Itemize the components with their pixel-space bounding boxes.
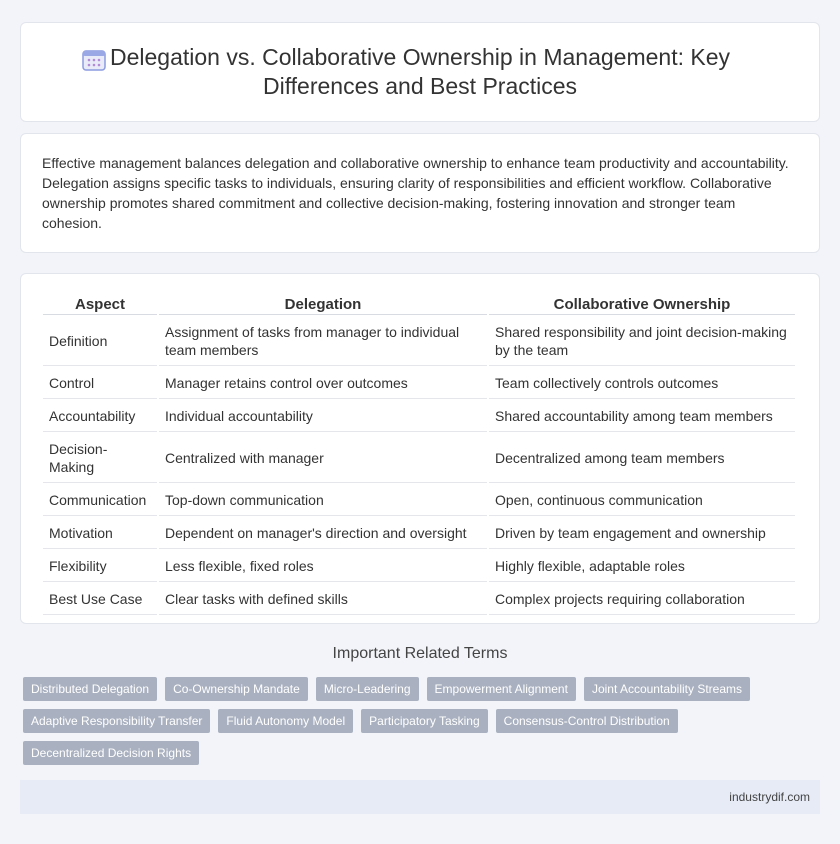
cell-delegation: Assignment of tasks from manager to individual team members [159, 317, 487, 366]
cell-collaborative: Team collectively controls outcomes [489, 368, 795, 399]
comparison-table [41, 293, 797, 617]
tag-link[interactable]: Co-Ownership Mandate [165, 677, 308, 701]
table-row [43, 518, 795, 549]
tag-link[interactable]: Consensus-Control Distribution [496, 709, 678, 733]
title-card [20, 22, 820, 122]
cell-aspect: Best Use Case [43, 584, 157, 615]
table-row [43, 551, 795, 582]
cell-delegation: Clear tasks with defined skills [159, 584, 487, 615]
tag-link[interactable]: Adaptive Responsibility Transfer [23, 709, 210, 733]
cell-aspect: Control [43, 368, 157, 399]
intro-card [20, 133, 820, 253]
calendar-icon [81, 48, 107, 72]
footer [20, 780, 820, 814]
cell-collaborative: Highly flexible, adaptable roles [489, 551, 795, 582]
cell-delegation: Centralized with manager [159, 434, 487, 483]
cell-aspect: Definition [43, 317, 157, 366]
table-row [43, 584, 795, 615]
cell-collaborative: Driven by team engagement and ownership [489, 518, 795, 549]
cell-aspect: Flexibility [43, 551, 157, 582]
title-wrap [81, 23, 759, 121]
table-row [43, 368, 795, 399]
cell-delegation: Less flexible, fixed roles [159, 551, 487, 582]
table-row [43, 317, 795, 366]
table-row [43, 401, 795, 432]
tag-link[interactable]: Distributed Delegation [23, 677, 157, 701]
tag-link[interactable]: Decentralized Decision Rights [23, 741, 199, 765]
page-title: Delegation vs. Collaborative Ownership in Management: Key Differences and Best Practices [109, 44, 731, 99]
cell-delegation: Individual accountability [159, 401, 487, 432]
cell-collaborative: Shared responsibility and joint decision-making by the team [489, 317, 795, 366]
tag-link[interactable]: Joint Accountability Streams [584, 677, 750, 701]
footer-site-link[interactable]: industrydif.com [729, 790, 810, 804]
intro-text: Effective management balances delegation and collaborative ownership to enhance team productivity and accountability. Delegation assigns specific tasks to individuals, ensuring clarity of responsibilities and efficient workflow. Collaborative ownership promotes shared commitment and collective decision-making, fostering innovation and stronger team cohesion. [42, 155, 789, 231]
tag-link[interactable]: Micro-Leadering [316, 677, 419, 701]
cell-aspect: Motivation [43, 518, 157, 549]
header-delegation: Delegation [159, 295, 487, 315]
related-terms-tags [23, 677, 803, 765]
cell-collaborative: Complex projects requiring collaboration [489, 584, 795, 615]
tag-link[interactable]: Participatory Tasking [361, 709, 488, 733]
cell-delegation: Manager retains control over outcomes [159, 368, 487, 399]
cell-aspect: Communication [43, 485, 157, 516]
cell-aspect: Accountability [43, 401, 157, 432]
cell-collaborative: Open, continuous communication [489, 485, 795, 516]
cell-collaborative: Shared accountability among team members [489, 401, 795, 432]
header-aspect: Aspect [43, 295, 157, 315]
table-header-row [43, 295, 795, 315]
table-row [43, 485, 795, 516]
comparison-card [20, 273, 820, 624]
cell-aspect: Decision-Making [43, 434, 157, 483]
table-row [43, 434, 795, 483]
cell-collaborative: Decentralized among team members [489, 434, 795, 483]
header-collaborative: Collaborative Ownership [489, 295, 795, 315]
tag-link[interactable]: Empowerment Alignment [427, 677, 576, 701]
cell-delegation: Dependent on manager's direction and oversight [159, 518, 487, 549]
cell-delegation: Top-down communication [159, 485, 487, 516]
tag-link[interactable]: Fluid Autonomy Model [218, 709, 353, 733]
related-terms-title: Important Related Terms [332, 645, 508, 662]
